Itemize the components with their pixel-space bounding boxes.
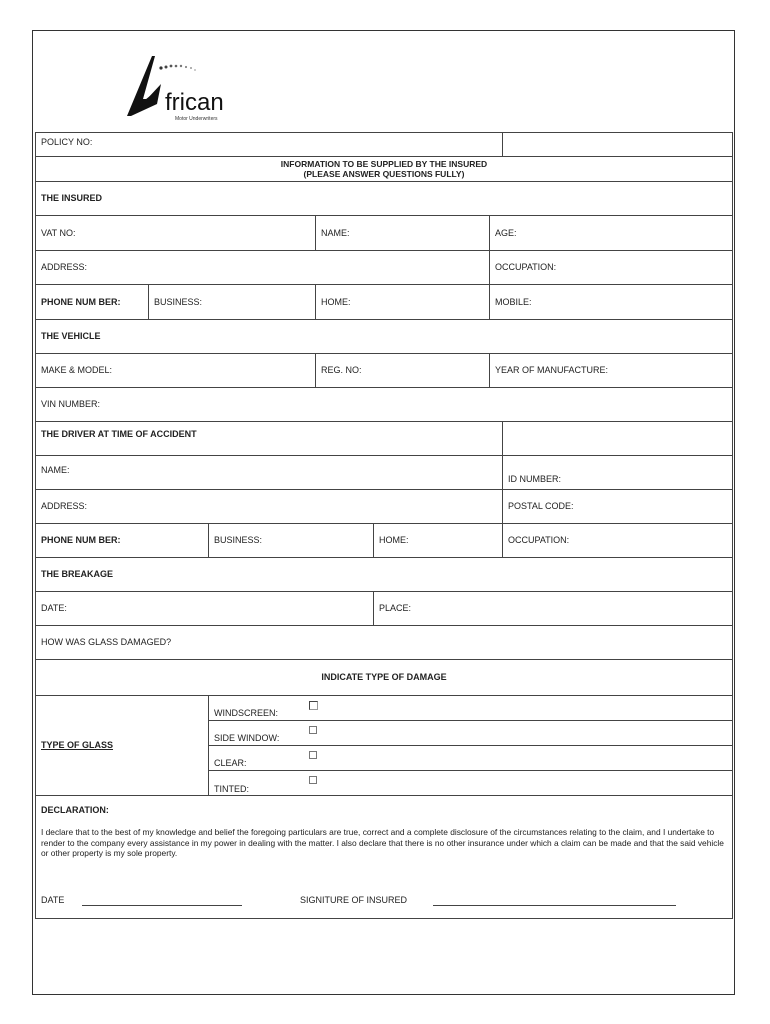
driver-address-field[interactable]: ADDRESS: [41,501,88,511]
info-line-1: INFORMATION TO BE SUPPLIED BY THE INSURED [280,159,488,169]
glass-option-label: WINDSCREEN: [214,708,279,718]
driver-business-phone-field[interactable]: BUSINESS: [214,535,263,545]
vehicle-vin-field[interactable]: VIN NUMBER: [41,399,101,409]
driver-postal-field[interactable]: POSTAL CODE: [508,501,574,511]
side-window-checkbox[interactable] [309,726,317,734]
type-of-glass-label: TYPE OF GLASS [41,740,114,750]
logo-wordmark: frican [165,89,224,116]
insured-age-field[interactable]: AGE: [495,227,517,238]
claim-form [35,132,733,919]
section-driver-heading: THE DRIVER AT TIME OF ACCIDENT [41,429,197,439]
policy-no-label: POLICY NO: [41,137,93,147]
insured-name-field[interactable]: NAME: [321,227,350,238]
insured-business-phone-field[interactable]: BUSINESS: [154,296,203,307]
insured-phone-label: PHONE NUM BER: [41,296,121,307]
info-banner [36,157,732,181]
insured-address-field[interactable]: ADDRESS: [41,262,88,272]
driver-occupation-field[interactable]: OCCUPATION: [508,535,570,545]
vehicle-make-field[interactable]: MAKE & MODEL: [41,365,113,375]
glass-option-clear[interactable] [209,746,732,770]
glass-option-label: SIDE WINDOW: [214,733,280,743]
insured-mobile-field[interactable]: MOBILE: [495,296,532,307]
breakage-date-field[interactable]: DATE: [41,603,67,613]
row-divider [36,795,732,796]
section-breakage-heading: THE BREAKAGE [41,569,114,579]
declaration-date-label: DATE [41,894,65,905]
insured-home-phone-field[interactable]: HOME: [321,296,351,307]
section-insured-heading: THE INSURED [41,193,103,203]
driver-name-field[interactable]: NAME: [41,465,70,475]
tinted-checkbox[interactable] [309,776,317,784]
declaration-signature-line[interactable] [433,905,676,906]
declaration-heading: DECLARATION: [41,804,109,815]
glass-option-windscreen[interactable] [209,696,732,720]
driver-id-field[interactable]: ID NUMBER: [508,474,562,484]
logo-tagline: Motor Underwriters [175,116,218,122]
declaration-signature-label: SIGNITURE OF INSURED [300,894,408,905]
glass-option-side-window[interactable] [209,721,732,745]
windscreen-checkbox[interactable] [309,701,318,710]
vehicle-year-field[interactable]: YEAR OF MANUFACTURE: [495,365,609,375]
declaration-date-line[interactable] [82,905,242,906]
vehicle-reg-field[interactable]: REG. NO: [321,365,362,375]
declaration-text: I declare that to the best of my knowledge and belief the foregoing particulars are true, correct and a complete disclosure of the circumstances relating to the claim, and I undertake to render to the company every assistance in my power in dealing with the matter. I also declare that there is no other insurance under which a claim can be made and that the said vehicle or other property is my sole property. [41,827,724,858]
breakage-how-field[interactable]: HOW WAS GLASS DAMAGED? [41,637,172,647]
driver-phone-label: PHONE NUM BER: [41,535,121,545]
info-line-2: (PLEASE ANSWER QUESTIONS FULLY) [303,169,465,179]
breakage-place-field[interactable]: PLACE: [379,603,412,613]
damage-type-heading: INDICATE TYPE OF DAMAGE [321,672,447,682]
section-vehicle-heading: THE VEHICLE [41,331,101,341]
insured-vat-field[interactable]: VAT NO: [41,227,76,238]
glass-option-label: TINTED: [214,784,249,794]
driver-home-phone-field[interactable]: HOME: [379,535,409,545]
policy-no-field[interactable] [503,133,732,156]
glass-option-tinted[interactable] [209,771,732,795]
insured-occupation-field[interactable]: OCCUPATION: [495,262,557,272]
african-logo [117,44,255,122]
glass-option-label: CLEAR: [214,758,247,768]
clear-checkbox[interactable] [309,751,317,759]
